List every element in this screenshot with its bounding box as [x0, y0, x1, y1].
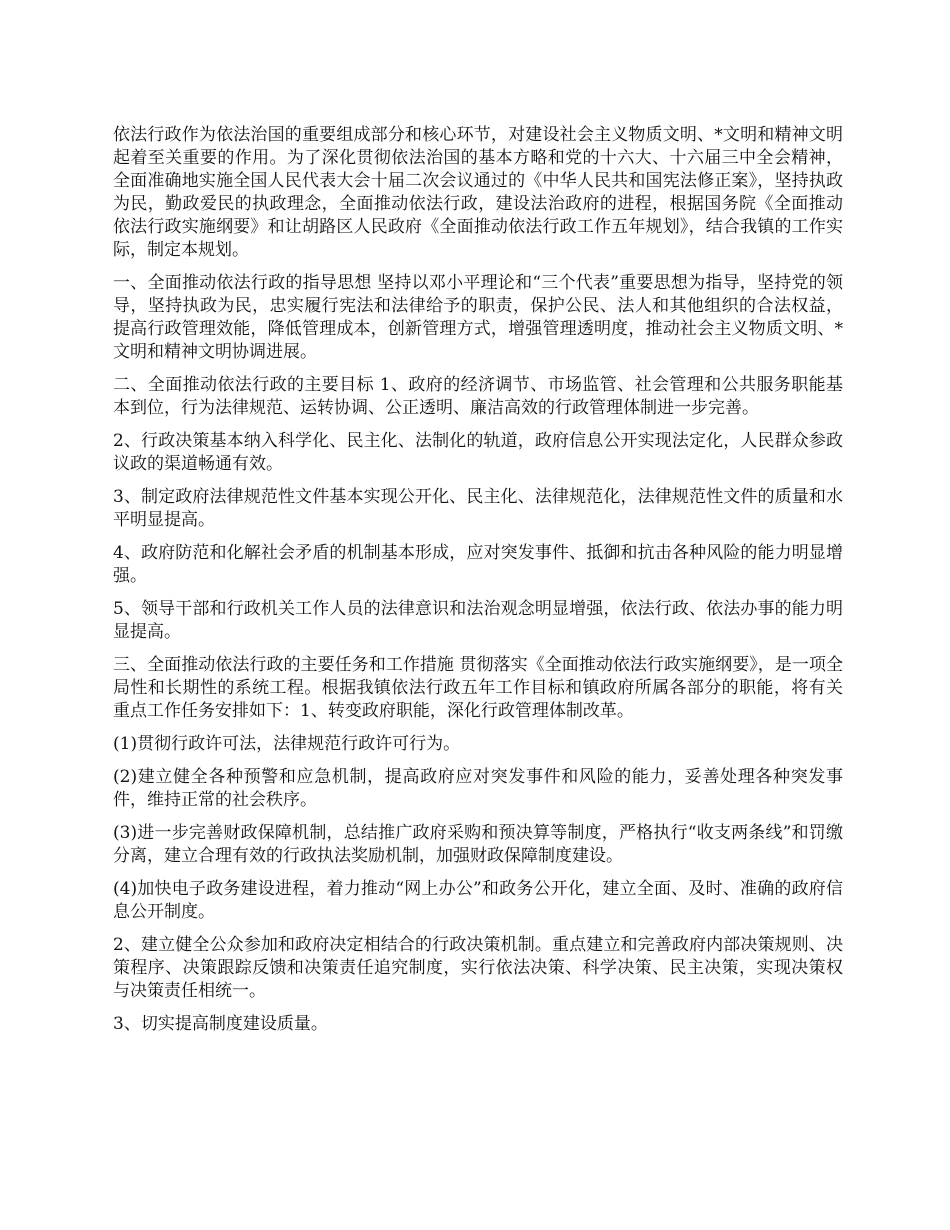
paragraph-task-1-1: (1)贯彻行政许可法，法律规范行政许可行为。 [113, 734, 461, 754]
paragraph-task-1-2: (2)建立健全各种预警和应急机制，提高政府应对突发事件和风险的能力，妥善处理各种突发事件，维持正常的社会秩序。 [113, 767, 843, 810]
paragraph-main-tasks: 三、全面推动依法行政的主要任务和工作措施 贯彻落实《全面推动依法行政实施纲要》，是一项全局性和长期性的系统工程。根据我镇依法行政五年工作目标和镇政府所属各部分的职能，将有关重点工作任务安排如下：1、转变政府职能，深化行政管理体制改革。 [113, 655, 843, 721]
paragraph-task-1-4: (4)加快电子政务建设进程，着力推动“网上办公”和政务公开化，建立全面、及时、准确的政府信息公开制度。 [113, 879, 843, 922]
paragraph-guiding-thought: 一、全面推动依法行政的指导思想 坚持以邓小平理论和“三个代表”重要思想为指导，坚持党的领导，坚持执政为民，忠实履行宪法和法律给予的职责，保护公民、法人和其他组织的合法权益，提高行政管理效能，降低管理成本，创新管理方式，增强管理透明度，推动社会主义物质文明、*文明和精神文明协调进展。 [113, 273, 843, 362]
paragraph-task-1-3: (3)进一步完善财政保障机制，总结推广政府采购和预决算等制度，严格执行“收支两条线”和罚缴分离，建立合理有效的行政执法奖励机制，加强财政保障制度建设。 [113, 823, 843, 866]
paragraph-goal-3: 3、制定政府法律规范性文件基本实现公开化、民主化、法律规范化，法律规范性文件的质量和水平明显提高。 [113, 487, 843, 530]
paragraph-goal-4: 4、政府防范和化解社会矛盾的机制基本形成，应对突发事件、抵御和抗击各种风险的能力明显增强。 [113, 543, 843, 586]
paragraph-task-3: 3、切实提高制度建设质量。 [113, 1014, 328, 1034]
paragraph-main-goals: 二、全面推动依法行政的主要目标 1、政府的经济调节、市场监管、社会管理和公共服务职能基本到位，行为法律规范、运转协调、公正透明、廉洁高效的行政管理体制进一步完善。 [113, 375, 843, 418]
paragraph-goal-2: 2、行政决策基本纳入科学化、民主化、法制化的轨道，政府信息公开实现法定化，人民群众参政议政的渠道畅通有效。 [113, 431, 843, 474]
paragraph-goal-5: 5、领导干部和行政机关工作人员的法律意识和法治观念明显增强，依法行政、依法办事的能力明显提高。 [113, 599, 843, 642]
paragraph-task-2: 2、建立健全公众参加和政府决定相结合的行政决策机制。重点建立和完善政府内部决策规则、决策程序、决策跟踪反馈和决策责任追究制度，实行依法决策、科学决策、民主决策，实现决策权与决策责任相统一。 [113, 935, 843, 1001]
paragraph-intro: 依法行政作为依法治国的重要组成部分和核心环节，对建设社会主义物质文明、*文明和精神文明起着至关重要的作用。为了深化贯彻依法治国的基本方略和党的十六大、十六届三中全会精神，全面准确地实施全国人民代表大会十届二次会议通过的《中华人民共和国宪法修正案》，坚持执政为民，勤政爱民的执政理念，全面推动依法行政，建设法治政府的进程，根据国务院《全面推动依法行政实施纲要》和让胡路区人民政府《全面推动依法行政工作五年规划》，结合我镇的工作实际，制定本规划。 [113, 125, 843, 260]
document-page [113, 124, 843, 1046]
